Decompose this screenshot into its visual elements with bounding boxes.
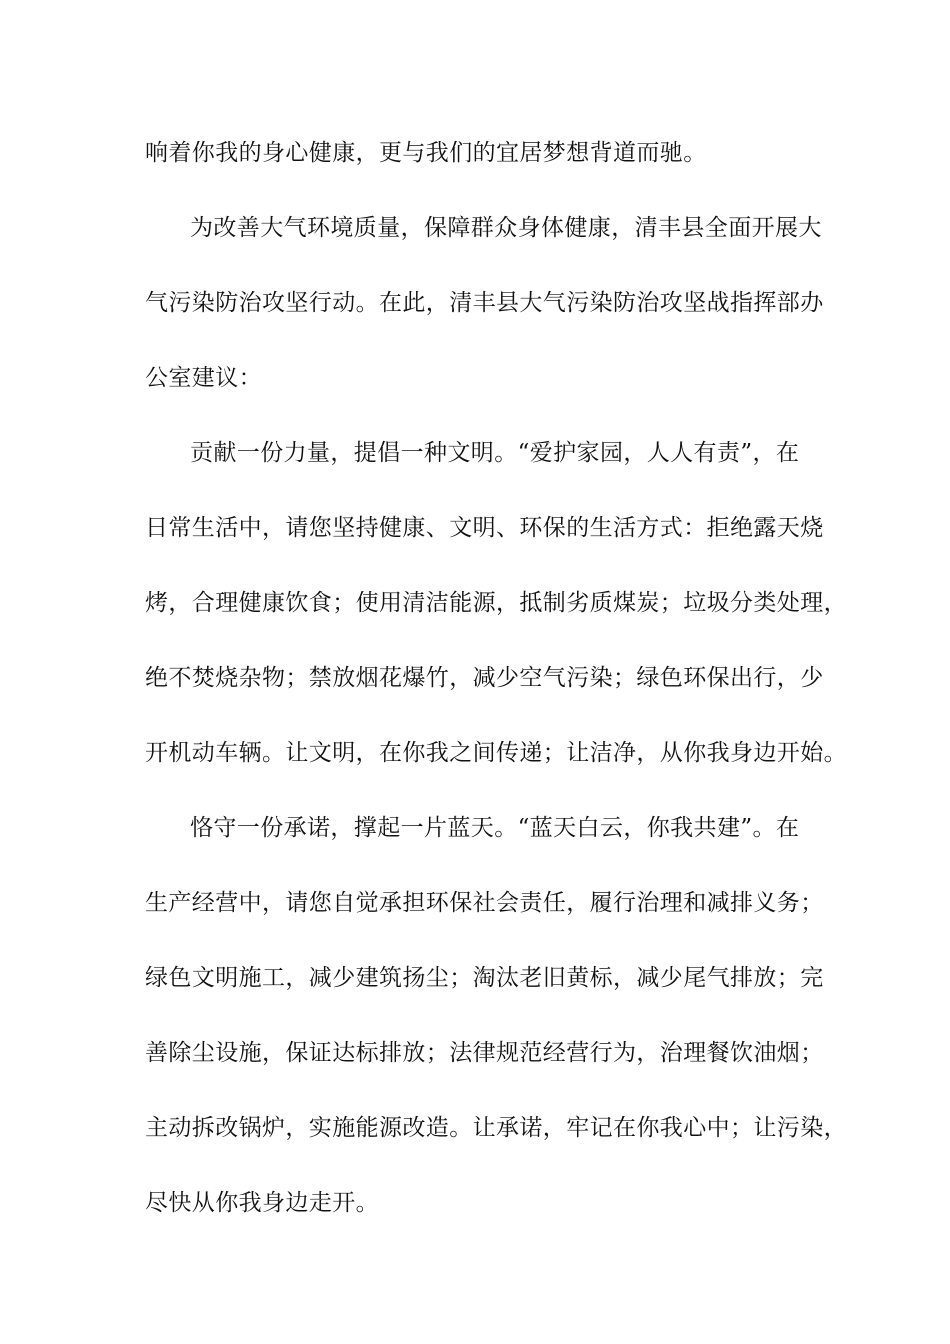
text-line: 主动拆改锅炉，实施能源改造。让承诺，牢记在你我心中；让污染，	[145, 1115, 847, 1141]
text-line: 公室建议：	[145, 365, 262, 391]
text-line: 气污染防治攻坚行动。在此，清丰县大气污染防治攻坚战指挥部办	[145, 290, 824, 316]
text-line: 恪守一份承诺，撑起一片蓝天。“蓝天白云，你我共建”。在	[190, 815, 800, 841]
text-line: 开机动车辆。让文明，在你我之间传递；让洁净，从你我身边开始。	[145, 740, 847, 766]
text-line: 日常生活中，请您坚持健康、文明、环保的生活方式：拒绝露天烧	[145, 515, 824, 541]
text-line: 绿色文明施工，减少建筑扬尘；淘汰老旧黄标，减少尾气排放；完	[145, 965, 824, 991]
text-line: 为改善大气环境质量，保障群众身体健康，清丰县全面开展大	[190, 215, 822, 241]
text-line: 生产经营中，请您自觉承担环保社会责任，履行治理和减排义务；	[145, 890, 824, 916]
text-line: 绝不焚烧杂物；禁放烟花爆竹，减少空气污染；绿色环保出行，少	[145, 665, 824, 691]
text-line: 烤，合理健康饮食；使用清洁能源，抵制劣质煤炭；垃圾分类处理，	[145, 590, 847, 616]
text-line: 善除尘设施，保证达标排放；法律规范经营行为，治理餐饮油烟；	[145, 1040, 824, 1066]
text-line: 响着你我的身心健康，更与我们的宜居梦想背道而驰。	[145, 140, 707, 166]
text-line: 尽快从你我身边走开。	[145, 1190, 379, 1216]
text-line: 贡献一份力量，提倡一种文明。“爱护家园，人人有责”，在	[190, 440, 800, 466]
